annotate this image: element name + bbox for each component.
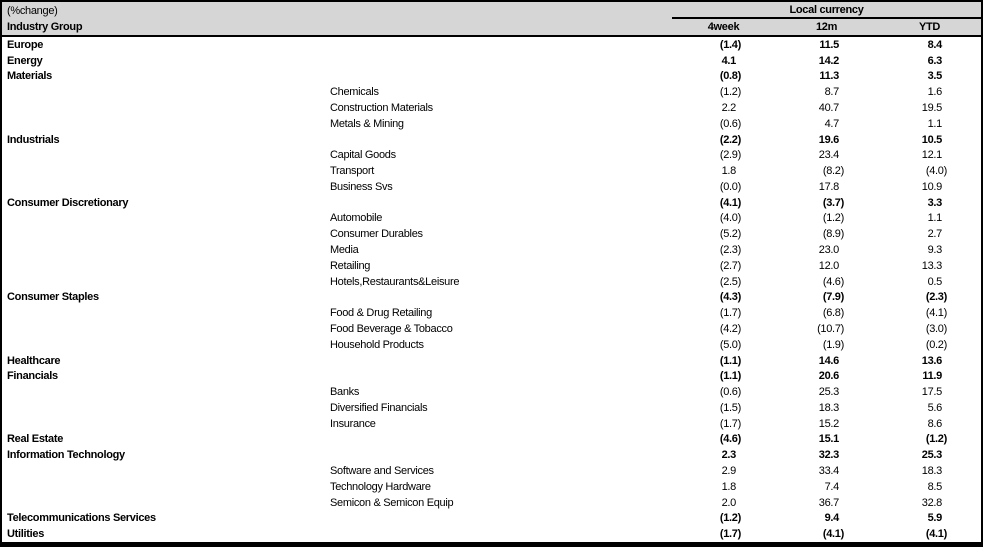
- value-12m: 9.4: [824, 512, 839, 525]
- table-row: [2, 69, 981, 85]
- sub-industry-label: Banks: [330, 386, 360, 399]
- industry-group-label: Healthcare: [7, 354, 61, 367]
- value-12m: 19.6: [818, 133, 839, 146]
- value-4week: 2.2: [721, 102, 736, 115]
- value-ytd: 13.6: [921, 354, 942, 367]
- value-12m: (8.9): [822, 228, 844, 241]
- value-12m: 4.7: [824, 117, 839, 130]
- table-row: [2, 53, 981, 69]
- sub-industry-label: Business Svs: [330, 180, 393, 193]
- sub-industry-label: Diversified Financials: [330, 401, 428, 414]
- value-12m: (7.9): [822, 291, 844, 304]
- industry-group-label: Real Estate: [7, 433, 64, 446]
- value-ytd: 6.3: [927, 54, 942, 67]
- value-4week: (2.3): [719, 244, 741, 257]
- value-12m: 33.4: [818, 464, 839, 477]
- industry-group-label: Information Technology: [7, 449, 125, 462]
- value-4week: 2.9: [721, 464, 736, 477]
- value-ytd: 25.3: [921, 449, 942, 462]
- value-ytd: 18.3: [921, 464, 942, 477]
- value-ytd: 19.5: [921, 102, 942, 115]
- industry-group-label: Energy: [7, 54, 43, 67]
- table-row: [2, 226, 981, 242]
- value-4week: 2.3: [721, 449, 736, 462]
- value-ytd: 1.6: [927, 86, 942, 99]
- value-4week: (1.7): [719, 528, 741, 541]
- value-ytd: 5.6: [927, 401, 942, 414]
- header-row-currency: [2, 2, 981, 19]
- value-4week: (4.2): [719, 322, 741, 335]
- value-12m: 18.3: [818, 401, 839, 414]
- sub-industry-label: Capital Goods: [330, 149, 396, 162]
- value-4week: (4.0): [719, 212, 741, 225]
- sub-industry-label: Food & Drug Retailing: [330, 307, 432, 320]
- value-12m: 7.4: [824, 480, 839, 493]
- value-4week: 2.0: [721, 496, 736, 509]
- value-4week: (1.1): [719, 354, 741, 367]
- table-row: [2, 432, 981, 448]
- value-ytd: (3.0): [925, 322, 947, 335]
- industry-group-label: Telecommunications Services: [7, 512, 156, 525]
- value-12m: 15.2: [818, 417, 839, 430]
- industry-group-label: Consumer Discretionary: [7, 196, 129, 209]
- industry-group-header: Industry Group: [7, 21, 83, 33]
- value-4week: (0.0): [719, 180, 741, 193]
- value-4week: (0.6): [719, 117, 741, 130]
- value-ytd: 32.8: [921, 496, 942, 509]
- value-4week: (1.7): [719, 307, 741, 320]
- value-4week: (1.2): [719, 512, 741, 525]
- table-row: [2, 321, 981, 337]
- value-ytd: 9.3: [927, 244, 942, 257]
- column-header-4week: 4week: [707, 21, 740, 33]
- table-row: [2, 116, 981, 132]
- local-currency-label: Local currency: [672, 2, 981, 19]
- value-4week: (1.1): [719, 370, 741, 383]
- sub-industry-label: Metals & Mining: [330, 117, 404, 130]
- table-row: [2, 463, 981, 479]
- value-ytd: 1.1: [927, 117, 942, 130]
- value-ytd: 10.9: [921, 180, 942, 193]
- value-12m: 23.4: [818, 149, 839, 162]
- sub-industry-label: Technology Hardware: [330, 480, 431, 493]
- value-12m: 32.3: [818, 449, 839, 462]
- value-ytd: 5.9: [927, 512, 942, 525]
- value-4week: (2.9): [719, 149, 741, 162]
- sub-industry-label: Media: [330, 244, 359, 257]
- column-header-12m: 12m: [815, 21, 838, 33]
- value-ytd: 8.6: [927, 417, 942, 430]
- value-12m: (1.2): [822, 212, 844, 225]
- value-ytd: 8.4: [927, 38, 942, 51]
- sub-industry-label: Consumer Durables: [330, 228, 423, 241]
- value-4week: (4.6): [719, 433, 741, 446]
- value-4week: 1.8: [721, 165, 736, 178]
- value-4week: (2.7): [719, 259, 741, 272]
- value-4week: (1.4): [719, 38, 741, 51]
- table-row: [2, 195, 981, 211]
- value-ytd: 2.7: [927, 228, 942, 241]
- value-4week: (0.6): [719, 386, 741, 399]
- value-12m: 23.0: [818, 244, 839, 257]
- value-ytd: 17.5: [921, 386, 942, 399]
- value-12m: 12.0: [818, 259, 839, 272]
- table-row: [2, 163, 981, 179]
- table-row: [2, 305, 981, 321]
- table-row: [2, 37, 981, 53]
- sub-industry-label: Chemicals: [330, 86, 379, 99]
- sub-industry-label: Food Beverage & Tobacco: [330, 322, 453, 335]
- value-12m: (6.8): [822, 307, 844, 320]
- table-row: [2, 147, 981, 163]
- table-row: [2, 132, 981, 148]
- value-4week: 4.1: [721, 54, 736, 67]
- value-4week: (4.1): [719, 196, 741, 209]
- value-ytd: (4.1): [925, 528, 947, 541]
- value-4week: (2.5): [719, 275, 741, 288]
- value-12m: 11.3: [819, 70, 839, 83]
- sub-industry-label: Transport: [330, 165, 374, 178]
- value-ytd: (1.2): [925, 433, 947, 446]
- value-12m: (3.7): [822, 196, 844, 209]
- table-row: [2, 179, 981, 195]
- value-ytd: (0.2): [925, 338, 947, 351]
- value-ytd: (2.3): [925, 291, 947, 304]
- table-row: [2, 211, 981, 227]
- value-4week: (4.3): [719, 291, 741, 304]
- value-12m: (4.6): [822, 275, 844, 288]
- table-row: [2, 353, 981, 369]
- sub-industry-label: Household Products: [330, 338, 424, 351]
- table-row: [2, 337, 981, 353]
- value-4week: (0.8): [719, 70, 741, 83]
- value-ytd: 13.3: [921, 259, 942, 272]
- value-12m: 15.1: [818, 433, 839, 446]
- table-row: [2, 510, 981, 526]
- table-row: [2, 274, 981, 290]
- value-4week: (5.0): [719, 338, 741, 351]
- value-12m: 11.5: [819, 38, 839, 51]
- header-row-columns: [2, 19, 981, 35]
- value-ytd: 11.9: [922, 370, 942, 383]
- table-header: [2, 2, 981, 37]
- industry-group-label: Consumer Staples: [7, 291, 99, 304]
- value-4week: 1.8: [721, 480, 736, 493]
- table-row: [2, 495, 981, 511]
- value-ytd: 8.5: [927, 480, 942, 493]
- sub-industry-label: Retailing: [330, 259, 371, 272]
- table-body: [2, 37, 981, 542]
- value-ytd: 12.1: [921, 149, 942, 162]
- table-row: [2, 100, 981, 116]
- value-4week: (1.7): [719, 417, 741, 430]
- value-12m: (4.1): [822, 528, 844, 541]
- value-ytd: 0.5: [927, 275, 942, 288]
- table-row: [2, 479, 981, 495]
- table-row: [2, 242, 981, 258]
- value-12m: 40.7: [818, 102, 839, 115]
- sub-industry-label: Insurance: [330, 417, 376, 430]
- sub-industry-label: Software and Services: [330, 464, 434, 477]
- value-4week: (1.2): [719, 86, 741, 99]
- table-row: [2, 258, 981, 274]
- table-row: [2, 400, 981, 416]
- sub-industry-label: Hotels,Restaurants&Leisure: [330, 275, 460, 288]
- value-ytd: (4.1): [925, 307, 947, 320]
- industry-group-label: Financials: [7, 370, 58, 383]
- value-ytd: 10.5: [921, 133, 942, 146]
- value-12m: 14.6: [818, 354, 839, 367]
- table-row: [2, 416, 981, 432]
- sub-industry-label: Semicon & Semicon Equip: [330, 496, 454, 509]
- sub-industry-label: Construction Materials: [330, 102, 433, 115]
- industry-group-label: Materials: [7, 70, 52, 83]
- value-12m: 17.8: [818, 180, 839, 193]
- industry-group-label: Europe: [7, 38, 44, 51]
- value-ytd: 1.1: [927, 212, 942, 225]
- value-12m: (1.9): [822, 338, 844, 351]
- value-4week: (2.2): [719, 133, 741, 146]
- value-ytd: 3.3: [927, 196, 942, 209]
- percent-change-label: (%change): [7, 4, 58, 17]
- value-4week: (5.2): [719, 228, 741, 241]
- table-row: [2, 526, 981, 542]
- industry-group-label: Industrials: [7, 133, 60, 146]
- value-ytd: (4.0): [925, 165, 947, 178]
- value-12m: 14.2: [818, 54, 839, 67]
- value-12m: 20.6: [818, 370, 839, 383]
- table-row: [2, 290, 981, 306]
- value-12m: 36.7: [818, 496, 839, 509]
- value-12m: 25.3: [818, 386, 839, 399]
- value-ytd: 3.5: [927, 70, 942, 83]
- value-12m: (10.7): [817, 322, 844, 335]
- value-12m: (8.2): [822, 165, 844, 178]
- value-4week: (1.5): [719, 401, 741, 414]
- table-row: [2, 384, 981, 400]
- table-row: [2, 84, 981, 100]
- sub-industry-label: Automobile: [330, 212, 383, 225]
- table-row: [2, 368, 981, 384]
- table-row: [2, 447, 981, 463]
- value-12m: 8.7: [824, 86, 839, 99]
- industry-group-label: Utilities: [7, 528, 45, 541]
- column-header-ytd: YTD: [918, 21, 941, 33]
